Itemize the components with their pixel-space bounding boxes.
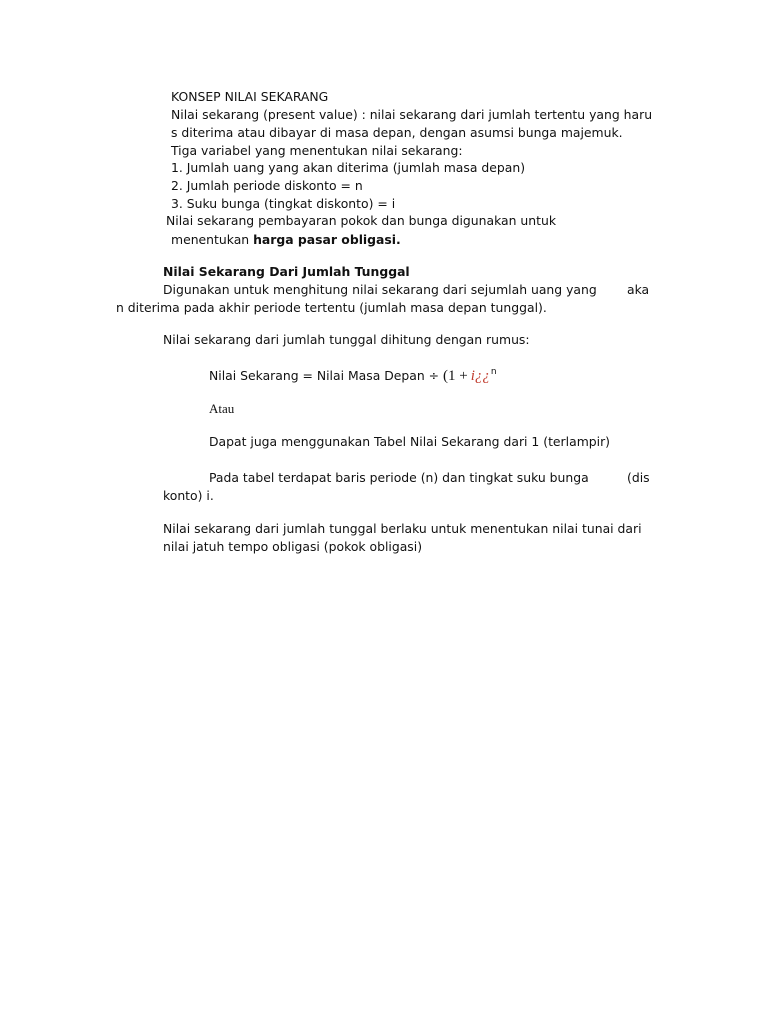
variable-item-2: 2. Jumlah periode diskonto = n [171, 178, 363, 193]
usage-line-2-prefix: menentukan [171, 232, 254, 247]
definition-line-1: Nilai sekarang (present value) : nilai sekarang dari jumlah tertentu yang haru [171, 107, 653, 122]
berlaku-line-1: Nilai sekarang dari jumlah tunggal berlaku untuk menentukan nilai tunai dari [163, 521, 642, 536]
formula-variable: i¿¿ [470, 368, 490, 384]
formula-open-paren: (1 + [443, 368, 468, 384]
variables-intro: Tiga variabel yang menentukan nilai sekarang: [171, 143, 463, 158]
usage-line-2 [171, 232, 401, 248]
tabel-text: Dapat juga menggunakan Tabel Nilai Sekarang dari 1 (terlampir) [209, 434, 610, 449]
section-title-konsep: KONSEP NILAI SEKARANG [171, 89, 329, 104]
tunggal-desc-line-1b: aka [627, 282, 650, 297]
berlaku-line-2: nilai jatuh tempo obligasi (pokok obligasi) [163, 539, 423, 554]
tunggal-desc-line-2: n diterima pada akhir periode tertentu (jumlah masa depan tunggal). [116, 300, 547, 315]
usage-line-1: Nilai sekarang pembayaran pokok dan bunga digunakan untuk [166, 213, 557, 228]
pada-tabel-line-1b: (dis [627, 470, 650, 485]
formula-line [209, 368, 497, 386]
usage-line-2-bold: harga pasar obligasi. [253, 232, 401, 247]
formula-text: Nilai Sekarang = Nilai Masa Depan ÷ [209, 368, 440, 383]
variable-item-3: 3. Suku bunga (tingkat diskonto) = i [171, 196, 396, 211]
definition-line-2: s diterima atau dibayar di masa depan, dengan asumsi bunga majemuk. [171, 125, 623, 140]
pada-tabel-line-2: konto) i. [163, 488, 214, 503]
formula-exponent: n [490, 367, 497, 377]
section-title-tunggal: Nilai Sekarang Dari Jumlah Tunggal [163, 264, 410, 279]
pada-tabel-line-1a: Pada tabel terdapat baris periode (n) dan tingkat suku bunga [209, 470, 589, 485]
rumus-intro: Nilai sekarang dari jumlah tunggal dihitung dengan rumus: [163, 332, 530, 347]
variable-item-1: 1. Jumlah uang yang akan diterima (jumlah masa depan) [171, 160, 526, 175]
atau-text: Atau [209, 401, 235, 416]
tunggal-desc-line-1a: Digunakan untuk menghitung nilai sekarang dari sejumlah uang yang [163, 282, 597, 297]
